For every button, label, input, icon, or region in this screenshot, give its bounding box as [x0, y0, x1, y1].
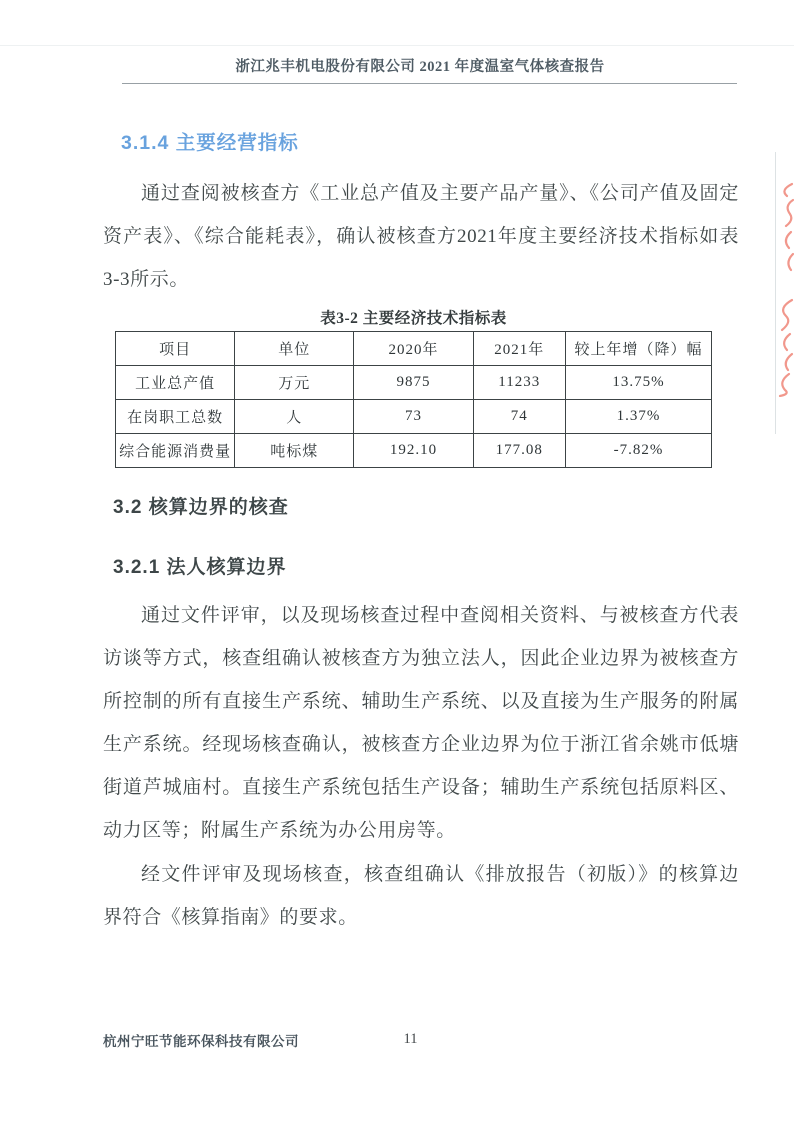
cell-item: 工业总产值	[116, 366, 235, 400]
cell-yoy: 1.37%	[565, 400, 711, 434]
cell-yoy: 13.75%	[565, 366, 711, 400]
table-caption: 表3-2 主要经济技术指标表	[320, 310, 507, 327]
paragraph-economic-indicators: 通过查阅被核查方《工业总产值及主要产品产量》、《公司产值及固定资产表》、《综合能耗表》，确认被核查方2021年度主要经济技术指标如表3-3所示。	[103, 183, 739, 290]
cell-item: 综合能源消费量	[116, 434, 235, 468]
paragraph-legal-boundary: 通过文件评审，以及现场核查过程中查阅相关资料、与被核查方代表访谈等方式，核查组确认被核查方为独立法人，因此企业边界为被核查方所控制的所有直接生产系统、辅助生产系统、以及直接为生产服务的附属生产系统。经现场核查确认，被核查方企业边界为位于浙江省余姚市低塘街道芦城庙村。直接生产系统包括生产设备；辅助生产系统包括原料区、动力区等；附属生产系统为办公用房等。	[103, 605, 739, 841]
economic-indicators-table	[115, 331, 712, 468]
header-rule	[122, 83, 737, 84]
cell-2020: 192.10	[354, 434, 473, 468]
col-header-item: 项目	[116, 332, 235, 366]
cell-unit: 人	[235, 400, 354, 434]
cell-2021: 177.08	[473, 434, 565, 468]
section-heading-3-1-4: 3.1.4 主要经营指标	[121, 132, 299, 154]
table-header-row	[116, 332, 712, 366]
cell-2020: 73	[354, 400, 473, 434]
red-stamp-edge-marks-icon	[772, 182, 794, 397]
cell-2021: 11233	[473, 366, 565, 400]
col-header-yoy-change: 较上年增（降）幅	[565, 332, 711, 366]
col-header-2021: 2021年	[473, 332, 565, 366]
cell-item: 在岗职工总数	[116, 400, 235, 434]
section-heading-3-2: 3.2 核算边界的核查	[113, 497, 289, 518]
table-row	[116, 400, 712, 434]
footer-company-name: 杭州宁旺节能环保科技有限公司	[103, 1034, 299, 1049]
cell-2021: 74	[473, 400, 565, 434]
page-header-title: 浙江兆丰机电股份有限公司 2021 年度温室气体核查报告	[235, 59, 605, 75]
cell-yoy: -7.82%	[565, 434, 711, 468]
cell-unit: 吨标煤	[235, 434, 354, 468]
cell-unit: 万元	[235, 366, 354, 400]
table-row	[116, 434, 712, 468]
col-header-2020: 2020年	[354, 332, 473, 366]
scan-edge-line-top	[0, 45, 794, 46]
paragraph-boundary-conclusion: 经文件评审及现场核查，核查组确认《排放报告（初版）》的核算边界符合《核算指南》的要求。	[103, 864, 739, 928]
cell-2020: 9875	[354, 366, 473, 400]
table-row	[116, 366, 712, 400]
col-header-unit: 单位	[235, 332, 354, 366]
section-heading-3-2-1: 3.2.1 法人核算边界	[113, 557, 287, 578]
page-number: 11	[403, 1031, 418, 1047]
